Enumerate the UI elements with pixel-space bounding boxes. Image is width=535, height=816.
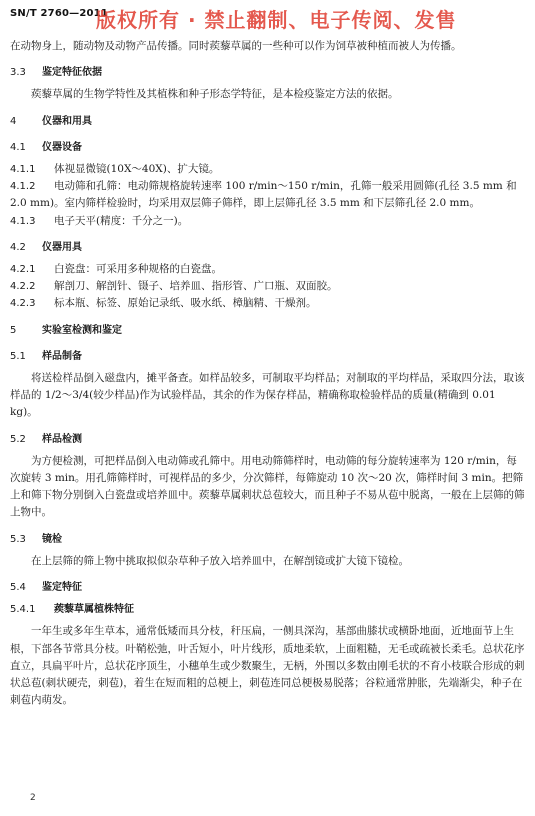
heading-5-4-1: 5.4.1 蒺藜草属植株特征 xyxy=(10,604,134,616)
heading-3-3: 3.3 鉴定特征依据 xyxy=(10,67,102,79)
item-4-1-2: 4.1.2 电动筛和孔筛：电动筛规格旋转速率 100 r/min～150 r/min，孔筛一般采用圆筛(孔径 3.5 mm 和 2.0 mm)。室内筛样检验时，均采用双层筛子筛样，即上层筛孔径 3.5 mm 和下层筛孔径 2.0 mm。 xyxy=(10,180,517,210)
paragraph-3-3: 蒺藜草属的生物学特性及其植株和种子形态学特征，是本检疫鉴定方法的依据。 xyxy=(31,88,399,101)
page-number: 2 xyxy=(30,793,36,803)
paragraph-5-3: 在上层筛的筛上物中挑取拟似杂草种子放入培养皿中，在解剖镜或扩大镜下镜检。 xyxy=(31,554,409,567)
paragraph-5-4-1: 一年生或多年生草本，通常低矮而具分枝，秆压扁，一侧具深沟，基部曲膝状或横卧地面，近地面节上生根，下部各节常具分枝。叶鞘松弛，叶舌短小，叶片线形，质地柔软，上面粗糙，无毛或疏被长柔毛。总状花序直立，具扁平叶片，总状花序顶生，小穗单生或少数聚生，无柄，外围以多数由刚毛状的不育小枝联合形成的刺状总苞(刺状硬壳，刺苞)，着生在短而粗的总梗上，刺苞连同总梗极易脱落；谷粒通常肿胀，先端渐尖，种子在刺苞内萌发。 xyxy=(10,625,525,707)
heading-4: 4 仪器和用具 xyxy=(10,115,92,127)
item-4-2-2: 4.2.2 解剖刀、解剖针、镊子、培养皿、指形管、广口瓶、双面胶。 xyxy=(10,280,338,293)
heading-5-3: 5.3 镜检 xyxy=(10,533,62,545)
heading-4-1: 4.1 仪器设备 xyxy=(10,141,82,153)
heading-5: 5 实验室检测和鉴定 xyxy=(10,324,122,336)
heading-4-2: 4.2 仪器用具 xyxy=(10,241,82,253)
intro-paragraph: 在动物身上，随动物及动物产品传播。同时蒺藜草属的一些种可以作为饲草被种植而被人为传播。 xyxy=(10,40,462,52)
item-4-2-1: 4.2.1 白瓷盘：可采用多种规格的白瓷盘。 xyxy=(10,263,222,276)
paragraph-5-1: 将送检样品倒入磁盘内，摊平备查。如样品较多，可制取平均样品；对制取的平均样品，采取四分法，取该样品的 1/2～3/4(较少样品)作为试验样品，其余的作为保存样品，精确称取检验样品的质量(精确到 0.01 kg)。 xyxy=(10,372,525,419)
document-body xyxy=(10,38,525,710)
paragraph-5-2: 为方便检测，可把样品倒入电动筛或孔筛中。用电动筛筛样时，电动筛的每分旋转速率为 120 r/min，每次旋转 3 min。用孔筛筛样时，可视样品的多少，分次筛样，每筛旋动 10 次～20 次，筛样时间 3 min。把筛上和筛下物分别倒入白瓷盘或培养皿中。蒺藜草属刺状总苞较大，而且种子不易从苞中脱离，一般在上层筛的筛上物中。 xyxy=(10,454,525,519)
item-4-1-3: 4.1.3 电子天平(精度：千分之一)。 xyxy=(10,214,189,227)
item-4-1-1: 4.1.1 体视显微镜(10X～40X)、扩大镜。 xyxy=(10,163,220,176)
heading-5-2: 5.2 样品检测 xyxy=(10,433,82,445)
item-4-2-3: 4.2.3 标本瓶、标签、原始记录纸、吸水纸、樟脑精、干燥剂。 xyxy=(10,297,317,310)
heading-5-4: 5.4 鉴定特征 xyxy=(10,582,82,594)
heading-5-1: 5.1 样品制备 xyxy=(10,350,82,362)
standard-code: SN/T 2760—2011 xyxy=(10,8,108,19)
copyright-watermark: 版权所有 · 禁止翻制、电子传阅、发售 xyxy=(96,8,457,32)
